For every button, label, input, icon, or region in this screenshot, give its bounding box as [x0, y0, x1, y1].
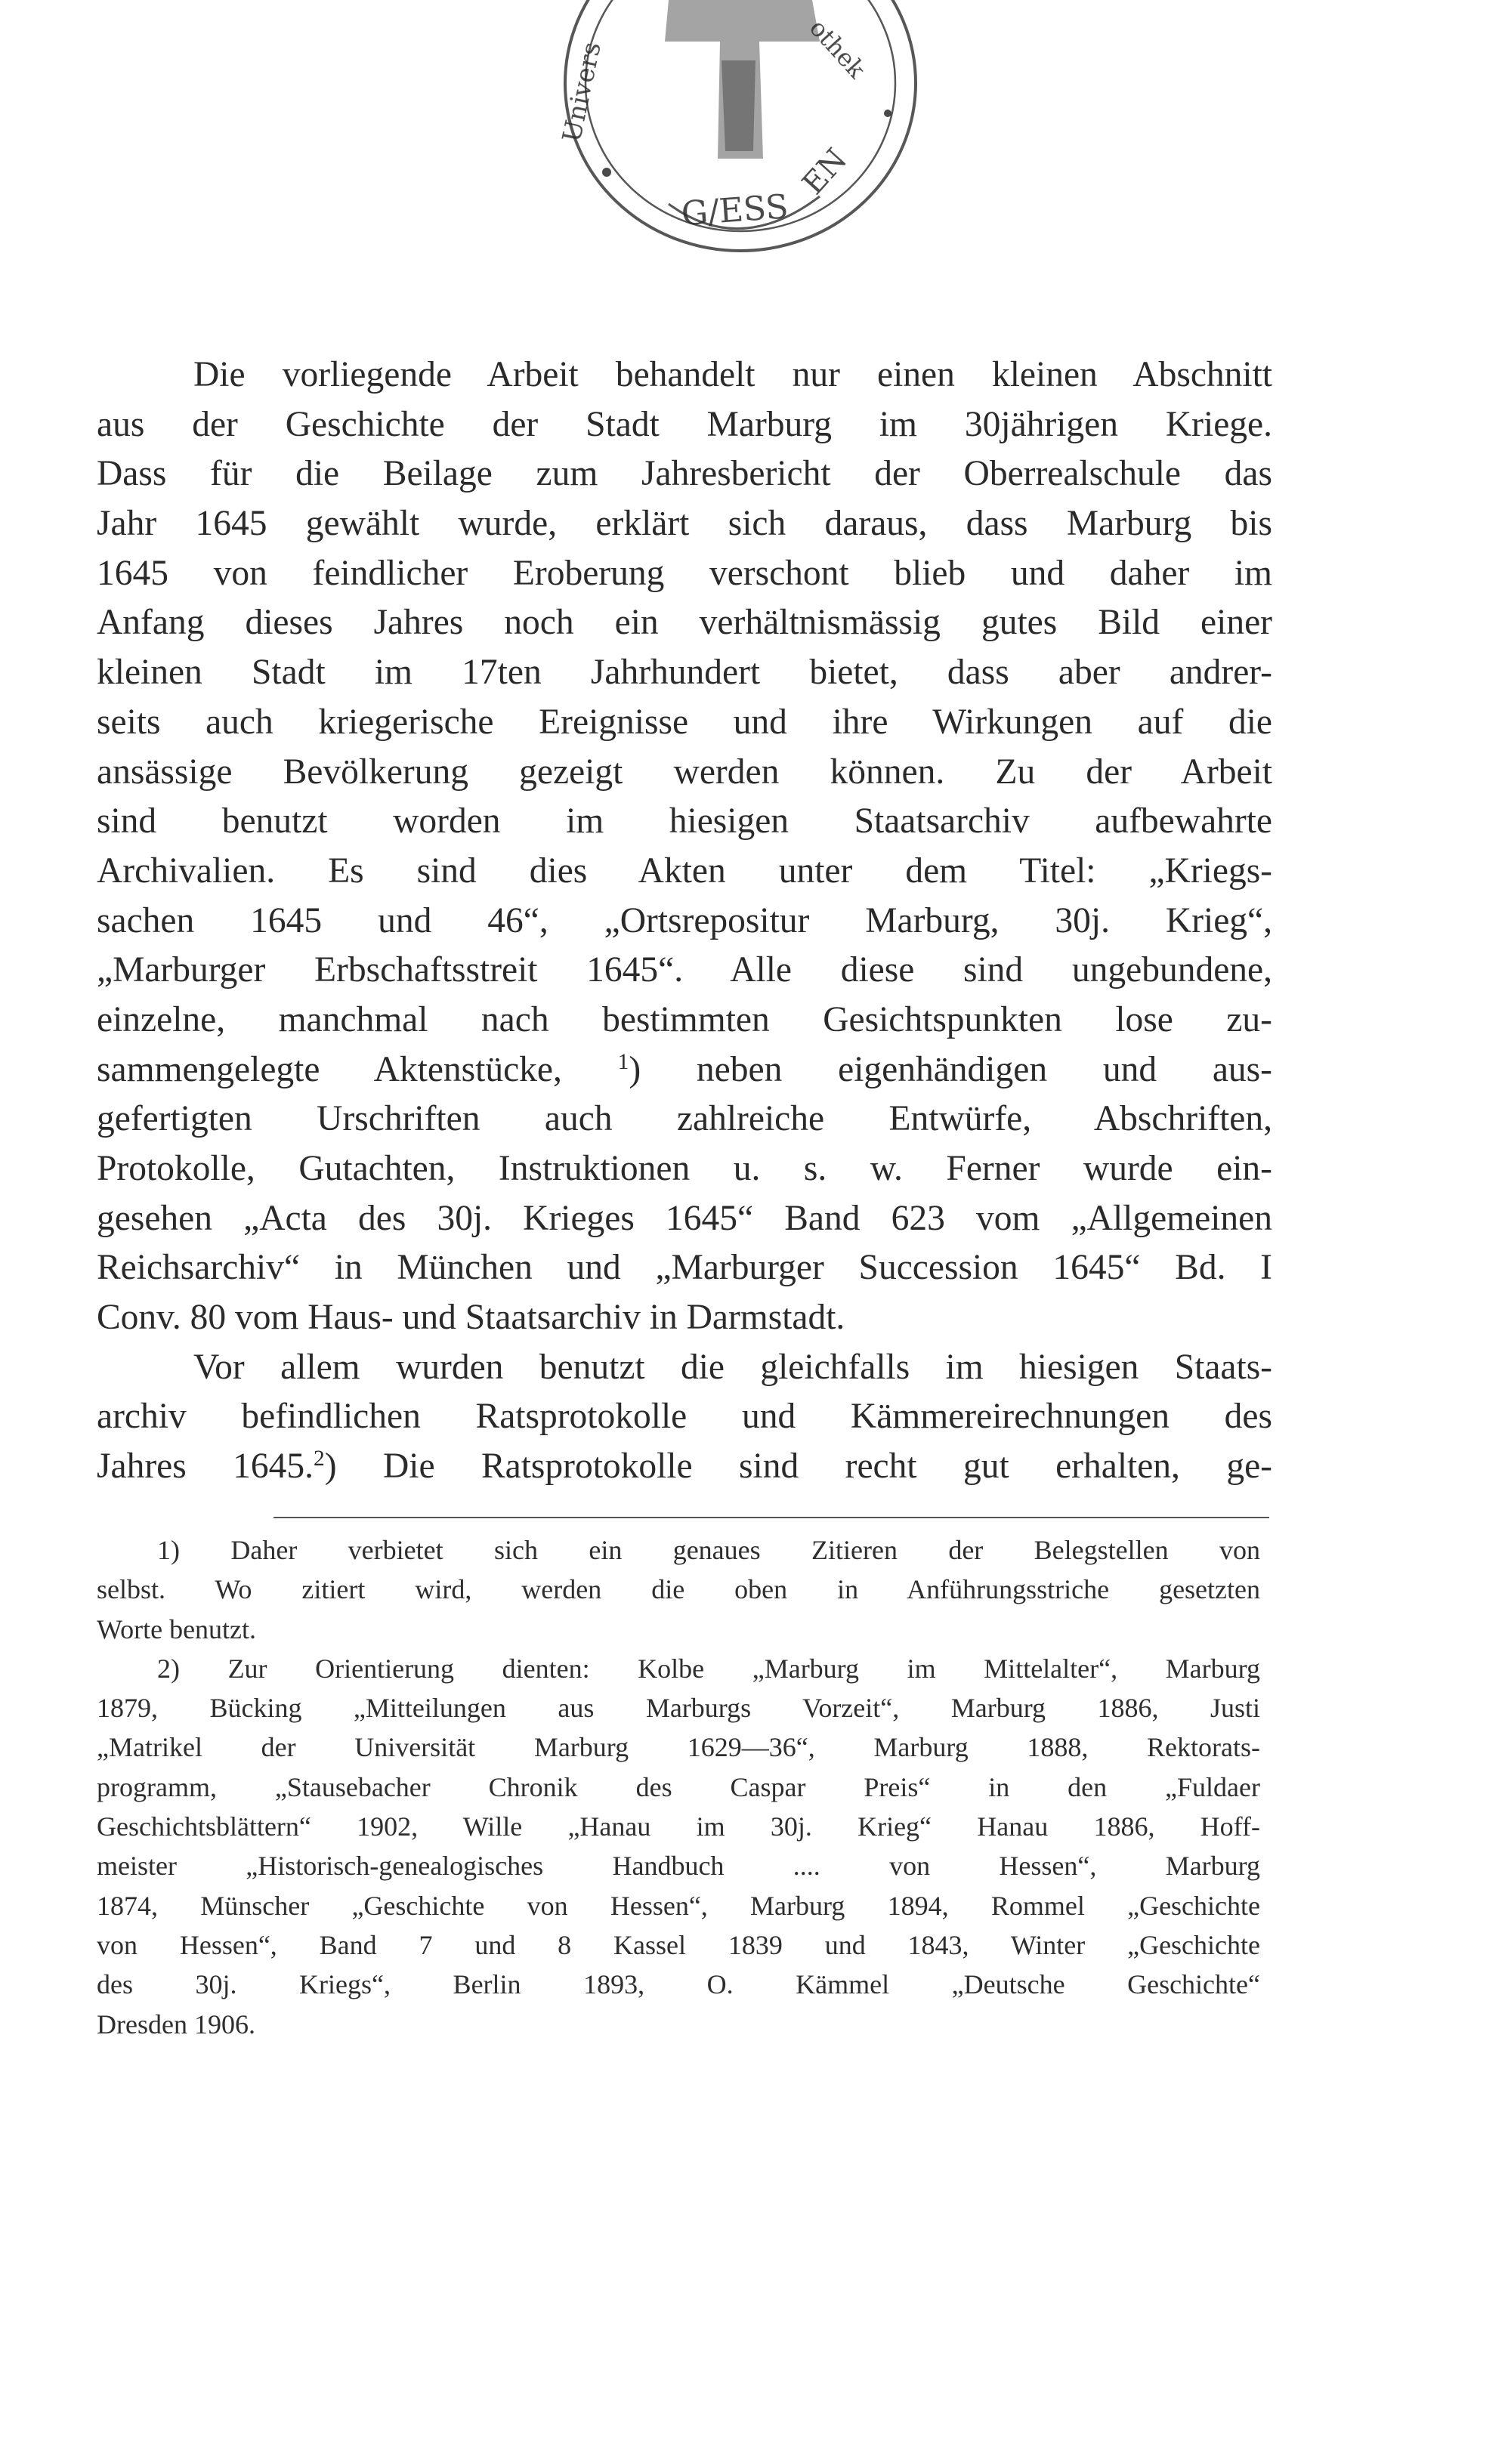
- footnote-line: Geschichtsblättern“ 1902, Wille „Hanau im 30j. Krieg“ Hanau 1886, Hoff-: [97, 1811, 1260, 1842]
- body-line-text: Jahres 1645.: [97, 1447, 314, 1487]
- svg-text:othek: othek: [804, 13, 872, 85]
- body-line: einzelne, manchmal nach bestimmten Gesichtspunkten lose zu-: [97, 999, 1272, 1039]
- body-line: ansässige Bevölkerung gezeigt werden können. Zu der Arbeit: [97, 752, 1272, 792]
- footnote-line: „Matrikel der Universität Marburg 1629—36“, Marburg 1888, Rektorats-: [97, 1732, 1260, 1763]
- body-line: sind benutzt worden im hiesigen Staatsarchiv aufbewahrte: [97, 801, 1272, 841]
- footnote-divider: [273, 1517, 1269, 1518]
- body-line: Archivalien. Es sind dies Akten unter dem Titel: „Kriegs-: [97, 851, 1272, 891]
- body-line: Die vorliegende Arbeit behandelt nur einen kleinen Abschnitt: [193, 355, 1272, 394]
- footnote-line: selbst. Wo zitiert wird, werden die oben in Anführungsstriche gesetzten: [97, 1574, 1260, 1605]
- svg-text:Univers: Univers: [556, 39, 607, 145]
- body-line: [97, 1045, 1272, 1095]
- body-line: sachen 1645 und 46“, „Ortsrepositur Marburg, 30j. Krieg“,: [97, 900, 1272, 940]
- footnote-line: Dresden 1906.: [97, 2009, 255, 2039]
- body-line: „Marburger Erbschaftsstreit 1645“. Alle diese sind ungebundene,: [97, 950, 1272, 990]
- footnote-line: 1) Daher verbietet sich ein genaues Zitieren der Belegstellen von: [157, 1535, 1260, 1565]
- body-line: seits auch kriegerische Ereignisse und ihre Wirkungen auf die: [97, 702, 1272, 742]
- body-line: Dass für die Beilage zum Jahresbericht der Oberrealschule das: [97, 454, 1272, 494]
- body-line: aus der Geschichte der Stadt Marburg im 30jährigen Kriege.: [97, 404, 1272, 444]
- footnote-line: programm, „Stausebacher Chronik des Caspar Preis“ in den „Fuldaer: [97, 1771, 1260, 1802]
- body-line: Reichsarchiv“ in München und „Marburger Succession 1645“ Bd. I: [97, 1248, 1272, 1288]
- svg-text:G/ESS: G/ESS: [680, 187, 790, 233]
- footnote-line: von Hessen“, Band 7 und 8 Kassel 1839 und 1843, Winter „Geschichte: [97, 1929, 1260, 1960]
- body-line: gefertigten Urschriften auch zahlreiche Entwürfe, Abschriften,: [97, 1099, 1272, 1139]
- body-line-text: ) Die Ratsprotokolle sind recht gut erhalten, ge-: [324, 1447, 1272, 1487]
- body-line: gesehen „Acta des 30j. Krieges 1645“ Band 623 vom „Allgemeinen: [97, 1198, 1272, 1238]
- body-line: archiv befindlichen Ratsprotokolle und Kämmereirechnungen des: [97, 1397, 1272, 1437]
- footnote-line: 2) Zur Orientierung dienten: Kolbe „Marburg im Mittelalter“, Marburg: [157, 1653, 1260, 1684]
- body-line: Vor allem wurden benutzt die gleichfalls im hiesigen Staats-: [193, 1347, 1272, 1387]
- footnotes: [97, 1530, 1260, 2044]
- body-line: Anfang dieses Jahres noch ein verhältnismässig gutes Bild einer: [97, 603, 1272, 643]
- body-line-text: ) neben eigenhändigen und aus-: [629, 1049, 1272, 1089]
- body-paragraphs: [97, 350, 1272, 1492]
- body-line: kleinen Stadt im 17ten Jahrhundert bietet, dass aber andrer-: [97, 653, 1272, 693]
- body-line: 1645 von feindlicher Eroberung verschont blieb und daher im: [97, 553, 1272, 593]
- library-stamp: [555, 0, 933, 287]
- footnote-line: 1874, Münscher „Geschichte von Hessen“, Marburg 1894, Rommel „Geschichte: [97, 1890, 1260, 1921]
- body-line: [97, 1442, 1272, 1492]
- footnote-line: Worte benutzt.: [97, 1613, 257, 1644]
- body-line: Jahr 1645 gewählt wurde, erklärt sich daraus, dass Marburg bis: [97, 504, 1272, 544]
- footnote-line: 1879, Bücking „Mitteilungen aus Marburgs Vorzeit“, Marburg 1886, Justi: [97, 1693, 1260, 1724]
- footnote-line: des 30j. Kriegs“, Berlin 1893, O. Kämmel „Deutsche Geschichte“: [97, 1969, 1260, 2000]
- footnote-ref-1: 1: [617, 1049, 629, 1074]
- body-line-text: sammengelegte Aktenstücke,: [97, 1049, 618, 1089]
- footnote-line: meister „Historisch-genealogisches Handbuch .... von Hessen“, Marburg: [97, 1851, 1260, 1882]
- body-line: Conv. 80 vom Haus- und Staatsarchiv in Darmstadt.: [97, 1298, 845, 1338]
- body-line: Protokolle, Gutachten, Instruktionen u. s. w. Ferner wurde ein-: [97, 1149, 1272, 1188]
- svg-text:EN: EN: [796, 142, 854, 202]
- footnote-ref-2: 2: [314, 1446, 325, 1471]
